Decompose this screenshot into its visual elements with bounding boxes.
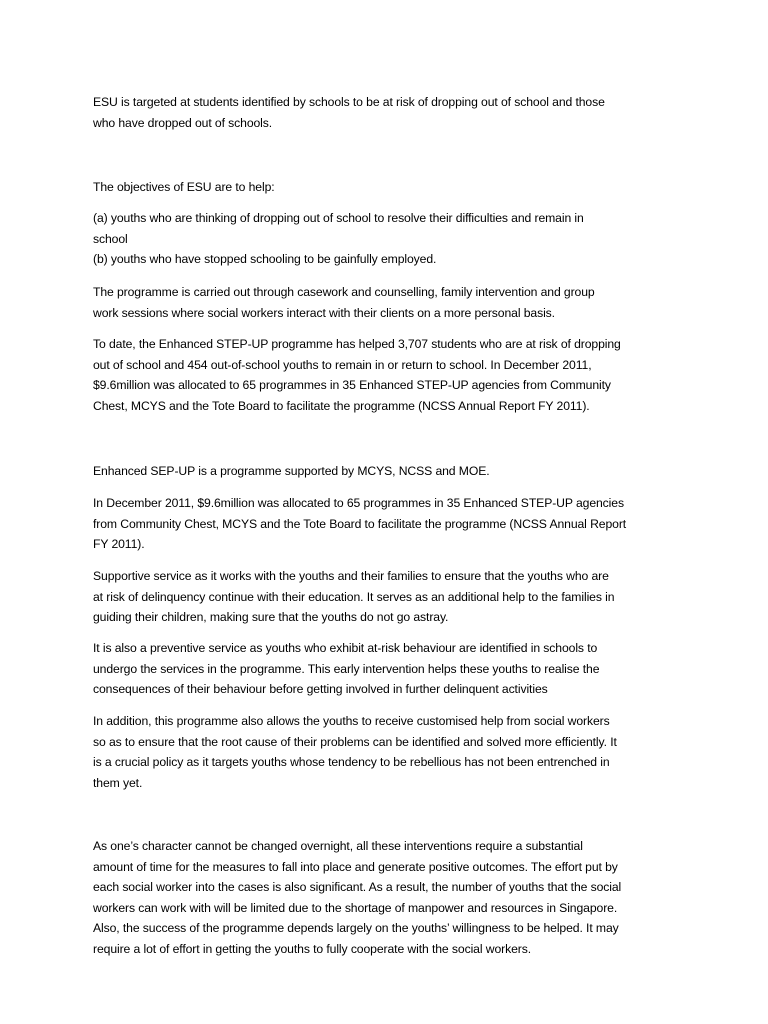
paragraph-programme-results: To date, the Enhanced STEP-UP programme has helped 3,707 students who are at risk of dropping out of school and 454 out-of-school youths to remain in or return to school. In December 2011, $9.6million was allocated to 65 programmes in 35 Enhanced STEP-UP agencies from Community Chest, MCYS and the Tote Board to facilitate the programme (NCSS Annual Report FY 2011).: [93, 337, 621, 413]
paragraph-funding: In December 2011, $9.6million was allocated to 65 programmes in 35 Enhanced STEP-UP agencies from Community Chest, MCYS and the Tote Board to facilitate the programme (NCSS Annual Report FY 2011).: [93, 496, 627, 551]
paragraph-objectives-list: (a) youths who are thinking of dropping out of school to resolve their difficulties and remain in school (b) youths who have stopped schooling to be gainfully employed.: [93, 211, 584, 266]
paragraph-programme-method: The programme is carried out through casework and counselling, family intervention and group work sessions where social workers interact with their clients on a more personal basis.: [93, 285, 595, 320]
paragraph-esu-target: ESU is targeted at students identified by schools to be at risk of dropping out of school and those who have dropped out of schools.: [93, 95, 605, 130]
paragraph-customised-help: In addition, this programme also allows the youths to receive customised help from social workers so as to ensure that the root cause of their problems can be identified and solved more efficiently. It is a crucial policy as it targets youths whose tendency to be rebellious has not been entrenched in them yet.: [93, 714, 617, 790]
paragraph-objectives-heading: The objectives of ESU are to help:: [93, 180, 275, 194]
paragraph-limitations: As one’s character cannot be changed overnight, all these interventions require a substantial amount of time for the measures to fall into place and generate positive outcomes. The effort put by each social worker into the cases is also significant. As a result, the number of youths that the social workers can work with will be limited due to the shortage of manpower and resources in Singapore. Also, the success of the programme depends largely on the youths’ willingness to be helped. It may require a lot of effort in getting the youths to fully cooperate with the social workers.: [93, 839, 622, 956]
paragraph-enhanced-support: Enhanced SEP-UP is a programme supported by MCYS, NCSS and MOE.: [93, 464, 490, 478]
paragraph-supportive-service: Supportive service as it works with the youths and their families to ensure that the youths who are at risk of delinquency continue with their education. It serves as an additional help to the families in guiding their children, making sure that the youths do not go astray.: [93, 569, 615, 624]
paragraph-preventive-service: It is also a preventive service as youths who exhibit at-risk behaviour are identified in schools to undergo the services in the programme. This early intervention helps these youths to realise the consequences of their behaviour before getting involved in further delinquent activities: [93, 641, 600, 696]
